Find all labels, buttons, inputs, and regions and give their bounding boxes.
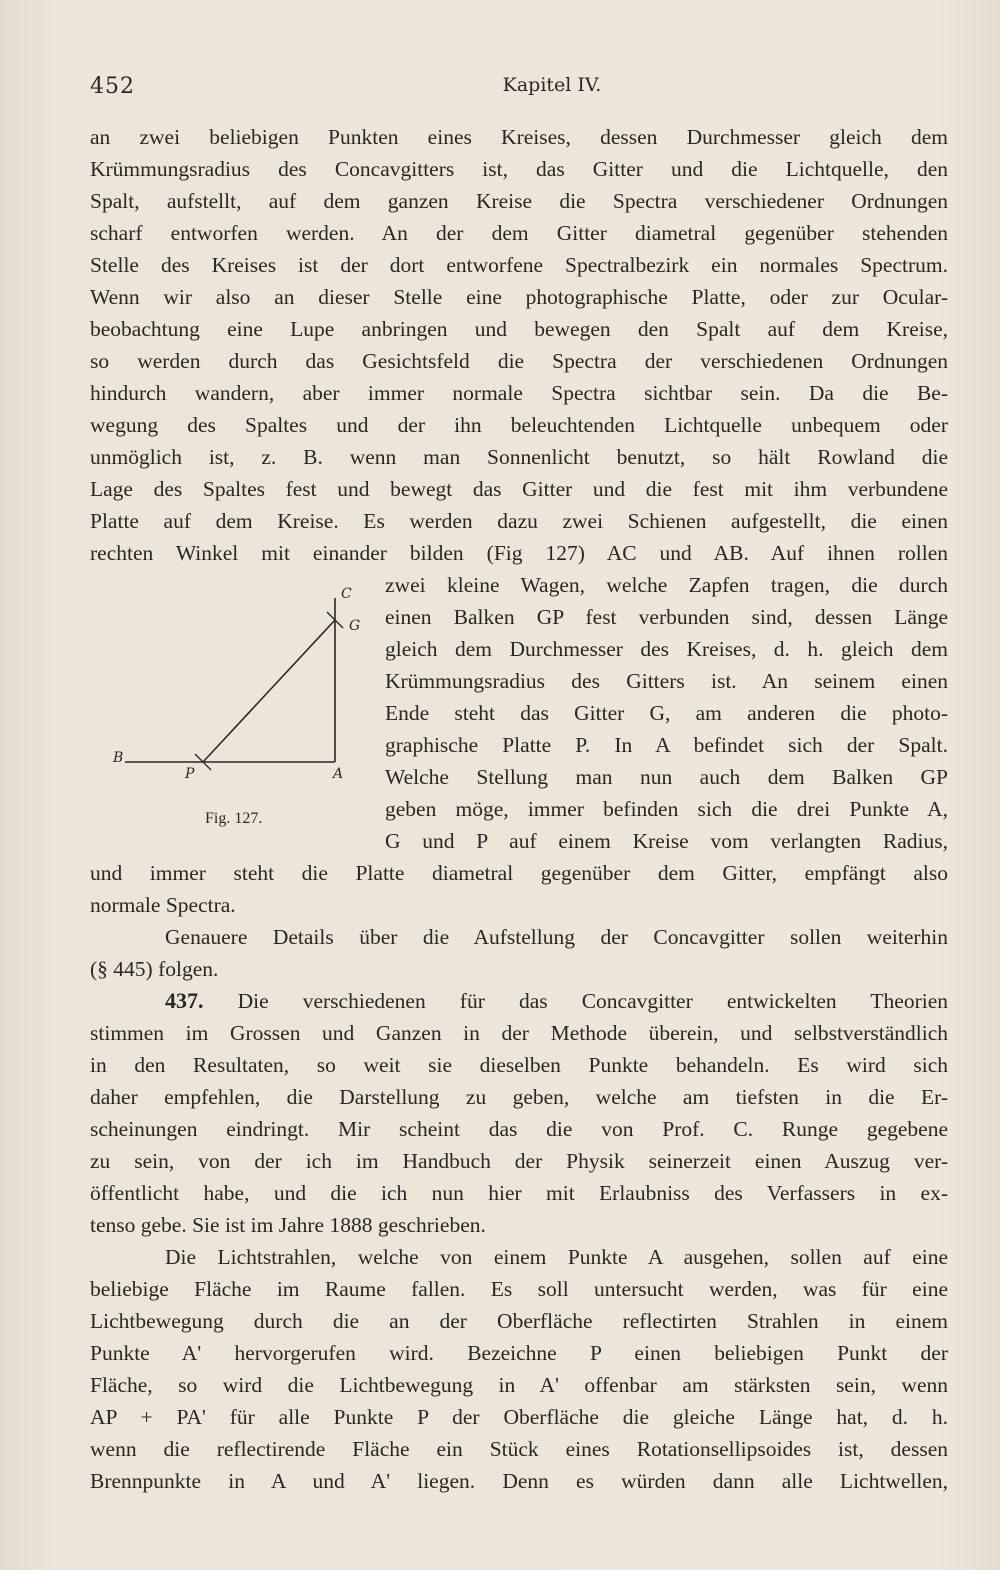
text-line: Platte auf dem Kreise. Es werden dazu zwei Schienen aufgestellt, die einen [90, 509, 948, 533]
text-line: daher empfehlen, die Darstellung zu geben, welche am tiefsten in die Er- [90, 1085, 948, 1109]
figure-127 [95, 580, 370, 840]
text-line: tenso gebe. Sie ist im Jahre 1888 geschrieben. [90, 1213, 486, 1237]
text-line: zwei kleine Wagen, welche Zapfen tragen, die durch [385, 573, 948, 597]
text-line: unmöglich ist, z. B. wenn man Sonnenlicht benutzt, so hält Rowland die [90, 445, 948, 469]
text-line: scheinungen eindringt. Mir scheint das die von Prof. C. Runge gegebene [90, 1117, 948, 1141]
text-line: Lichtbewegung durch die an der Oberfläche reflectirten Strahlen in einem [90, 1309, 948, 1333]
text-line: beliebige Fläche im Raume fallen. Es soll untersucht werden, was für eine [90, 1277, 948, 1301]
text-line: in den Resultaten, so weit sie dieselben Punkte behandeln. Es wird sich [90, 1053, 948, 1077]
text-line: Genauere Details über die Aufstellung der Concavgitter sollen weiterhin [165, 925, 948, 949]
text-line: so werden durch das Gesichtsfeld die Spectra der verschiedenen Ordnungen [90, 349, 948, 373]
running-head [90, 74, 950, 104]
text-line: hindurch wandern, aber immer normale Spectra sichtbar sein. Da die Be- [90, 381, 948, 405]
text-line: zu sein, von der ich im Handbuch der Physik seinerzeit einen Auszug ver- [90, 1149, 948, 1173]
section-437-first-line [165, 987, 948, 1015]
section-number: 437. [165, 988, 204, 1013]
chapter-title: Kapitel IV. [502, 74, 602, 96]
text-line: Stelle des Kreises ist der dort entworfene Spectralbezirk ein normales Spectrum. [90, 253, 948, 277]
label-b: B [113, 750, 124, 766]
text-line: G und P auf einem Kreise vom verlangten Radius, [385, 829, 948, 853]
text-line: gleich dem Durchmesser des Kreises, d. h. gleich dem [385, 637, 948, 661]
text-line: Fläche, so wird die Lichtbewegung in A' offenbar am stärksten sein, wenn [90, 1373, 948, 1397]
text-line: und immer steht die Platte diametral gegenüber dem Gitter, empfängt also [90, 861, 948, 885]
label-g: G [349, 618, 361, 634]
label-c: C [341, 586, 352, 602]
text-line: wenn die reflectirende Fläche ein Stück eines Rotationsellipsoides ist, dessen [90, 1437, 948, 1461]
label-a: A [333, 766, 344, 782]
text-line: Brennpunkte in A und A' liegen. Denn es würden dann alle Lichtwellen, [90, 1469, 948, 1493]
figure-127-diagram [95, 580, 370, 810]
text-line: stimmen im Grossen und Ganzen in der Methode überein, und selbstverständlich [90, 1021, 948, 1045]
text-line: Welche Stellung man nun auch dem Balken GP [385, 765, 948, 789]
beam-gp [203, 620, 335, 762]
text-line: beobachtung eine Lupe anbringen und bewegen den Spalt auf dem Kreise, [90, 317, 948, 341]
text-line: öffentlicht habe, und die ich nun hier mit Erlaubniss des Verfassers in ex- [90, 1181, 948, 1205]
text-line: Ende steht das Gitter G, am anderen die photo- [385, 701, 948, 725]
text-line: an zwei beliebigen Punkten eines Kreises, dessen Durchmesser gleich dem [90, 125, 948, 149]
text-line: Krümmungsradius des Gitters ist. An seinem einen [385, 669, 948, 693]
text-line: Wenn wir also an dieser Stelle eine photographische Platte, oder zur Ocular- [90, 285, 948, 309]
figure-caption: Fig. 127. [205, 810, 263, 827]
text-line: (§ 445) folgen. [90, 957, 219, 981]
text-line: graphische Platte P. In A befindet sich der Spalt. [385, 733, 948, 757]
label-p: P [185, 766, 195, 782]
page-number: 452 [90, 74, 135, 99]
text-span: Die verschiedenen für das Concavgitter entwickelten Theorien [203, 989, 948, 1013]
text-line: AP + PA' für alle Punkte P der Oberfläche die gleiche Länge hat, d. h. [90, 1405, 948, 1429]
text-line: Lage des Spaltes fest und bewegt das Gitter und die fest mit ihm verbundene [90, 477, 948, 501]
text-line: normale Spectra. [90, 893, 236, 917]
text-line: rechten Winkel mit einander bilden (Fig 127) AC und AB. Auf ihnen rollen [90, 541, 948, 565]
text-line: wegung des Spaltes und der ihn beleuchtenden Lichtquelle unbequem oder [90, 413, 948, 437]
text-line: Spalt, aufstellt, auf dem ganzen Kreise die Spectra verschiedener Ordnungen [90, 189, 948, 213]
text-line: einen Balken GP fest verbunden sind, dessen Länge [385, 605, 948, 629]
text-line: scharf entworfen werden. An der dem Gitter diametral gegenüber stehenden [90, 221, 948, 245]
text-line: Punkte A' hervorgerufen wird. Bezeichne P einen beliebigen Punkt der [90, 1341, 948, 1365]
text-line: Die Lichtstrahlen, welche von einem Punkte A ausgehen, sollen auf eine [165, 1245, 948, 1269]
text-line: Krümmungsradius des Concavgitters ist, das Gitter und die Lichtquelle, den [90, 157, 948, 181]
text-line: geben möge, immer befinden sich die drei Punkte A, [385, 797, 948, 821]
